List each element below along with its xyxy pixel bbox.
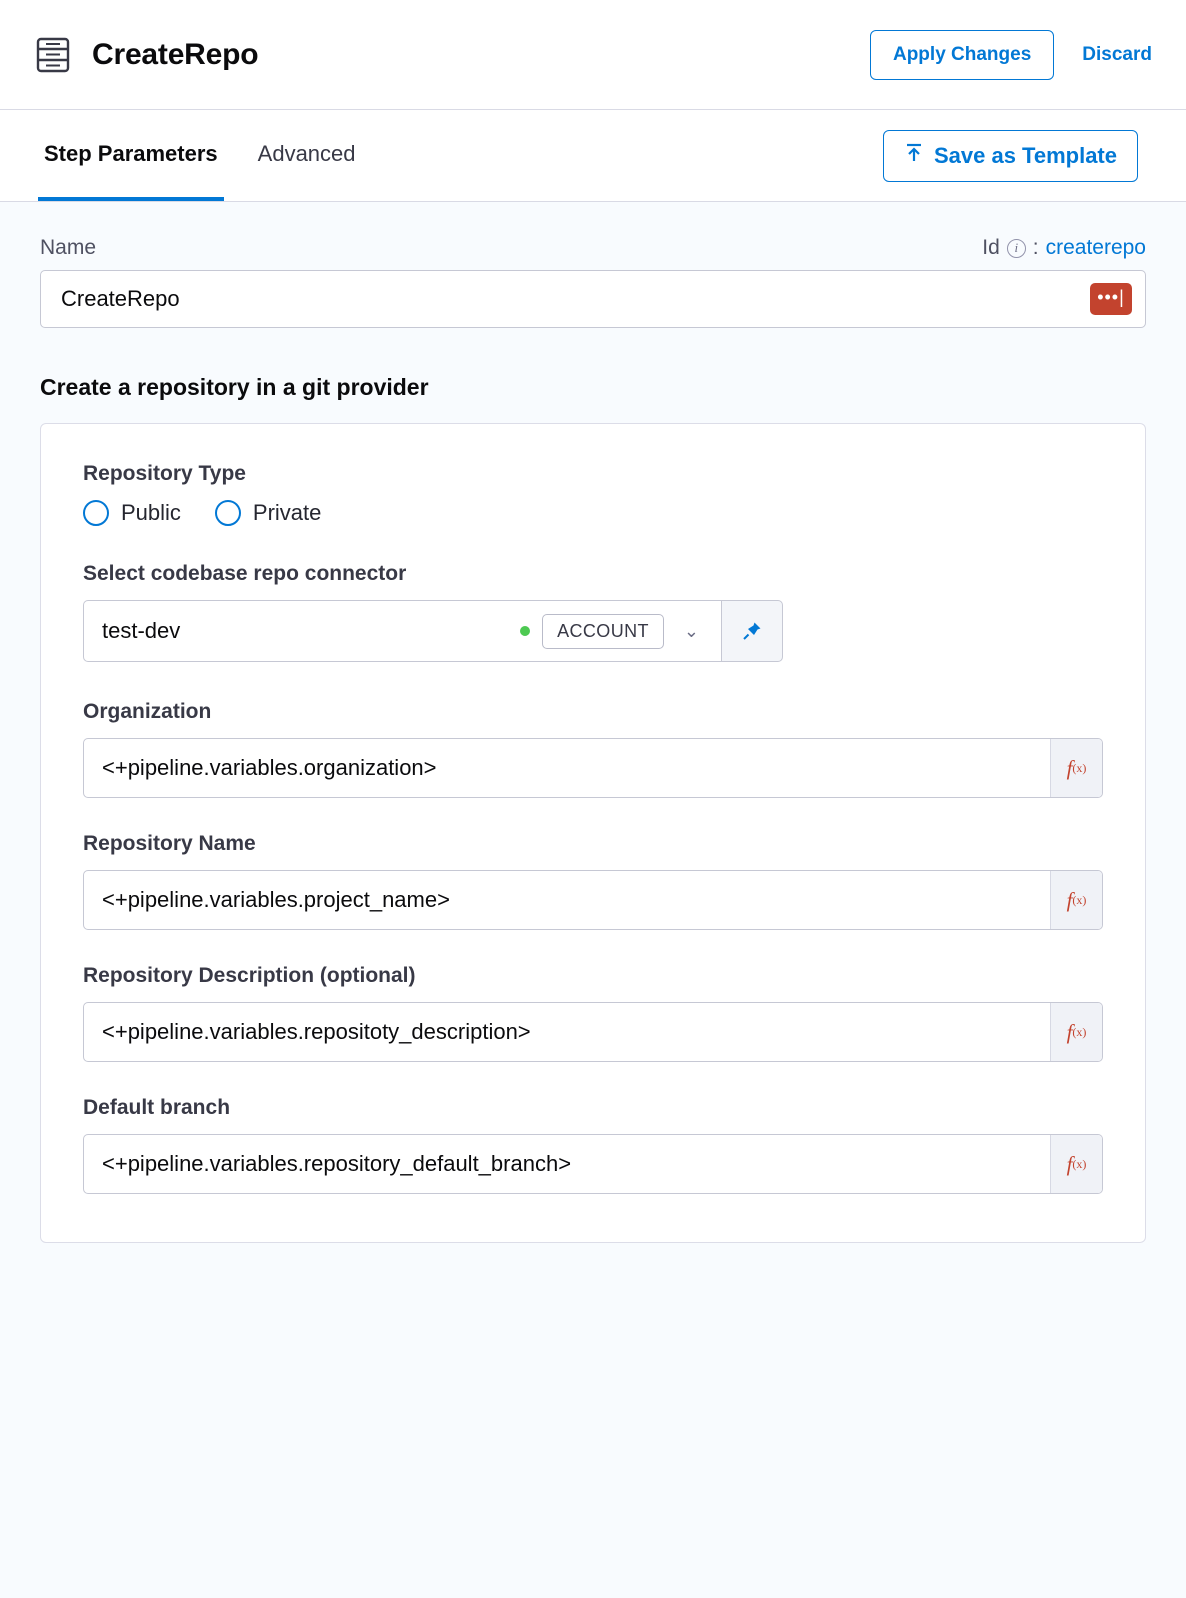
repository-type-label: Repository Type [83,462,246,485]
info-icon[interactable]: i [1007,239,1026,258]
page-title: CreateRepo [92,37,259,71]
name-field-wrapper [40,270,1146,328]
tab-list [0,110,362,201]
repository-name-field [83,832,1103,930]
repository-name-label: Repository Name [83,832,256,855]
fx-label: f [1066,887,1073,912]
repository-description-field [83,964,1103,1062]
name-row [40,236,1146,260]
step-header [0,0,1186,110]
id-display [982,236,1146,260]
fx-sub: (x) [1072,1156,1087,1171]
default-branch-label: Default branch [83,1096,231,1119]
radio-public[interactable] [83,500,181,526]
step-parameters-panel [0,202,1186,1598]
repository-description-input-wrapper [83,1002,1103,1062]
repository-description-label: Repository Description (optional) [83,964,416,987]
connector-selector [83,600,783,662]
fx-label: f [1066,1019,1073,1044]
runtime-input-toggle[interactable]: •••| [1090,283,1132,315]
id-separator: : [1032,236,1039,259]
step-config-card [40,423,1146,1243]
id-value[interactable]: createrepo [1045,236,1146,259]
organization-input[interactable] [84,739,1050,797]
section-title: Create a repository in a git provider [40,374,429,400]
radio-circle-icon [83,500,109,526]
repository-name-input[interactable] [84,871,1050,929]
repository-description-expression-toggle[interactable] [1050,1003,1102,1061]
tab-advanced[interactable]: Advanced [257,140,356,166]
radio-public-label: Public [121,500,181,525]
tab-bar-actions [883,110,1162,201]
repository-name-input-wrapper [83,870,1103,930]
radio-private[interactable] [215,500,321,526]
discard-button[interactable]: Discard [1076,36,1158,74]
header-actions [870,30,1158,80]
radio-circle-icon [215,500,241,526]
apply-changes-button[interactable]: Apply Changes [870,30,1054,80]
fx-sub: (x) [1072,892,1087,907]
repository-name-expression-toggle[interactable] [1050,871,1102,929]
connector-value: test-dev [102,618,181,643]
status-dot-icon [520,626,530,636]
fx-sub: (x) [1072,1024,1087,1039]
organization-input-wrapper [83,738,1103,798]
organization-expression-toggle[interactable] [1050,739,1102,797]
save-as-template-label: Save as Template [933,142,1117,168]
name-input[interactable] [40,270,1146,328]
default-branch-field [83,1096,1103,1194]
chevron-down-icon[interactable]: ⌄ [683,620,699,641]
id-label: Id [982,236,1000,259]
upload-icon [904,142,924,170]
fx-label: f [1066,755,1073,780]
connector-scope-badge: ACCOUNT [542,614,664,649]
default-branch-expression-toggle[interactable] [1050,1135,1102,1193]
connector-label: Select codebase repo connector [83,562,407,585]
fx-sub: (x) [1072,760,1087,775]
organization-field [83,700,1103,798]
tab-step-parameters[interactable]: Step Parameters [38,110,224,201]
repository-description-input[interactable] [84,1003,1050,1061]
default-branch-input-wrapper [83,1134,1103,1194]
organization-label: Organization [83,700,212,723]
repository-stack-icon [32,34,74,76]
repository-type-radio-group [83,500,1103,526]
radio-private-label: Private [252,500,322,525]
pin-icon[interactable] [721,600,783,662]
tab-bar [0,110,1186,202]
fx-label: f [1066,1151,1073,1176]
default-branch-input[interactable] [84,1135,1050,1193]
name-label: Name [40,236,97,259]
save-as-template-button[interactable] [883,130,1138,182]
connector-input[interactable] [83,600,721,662]
